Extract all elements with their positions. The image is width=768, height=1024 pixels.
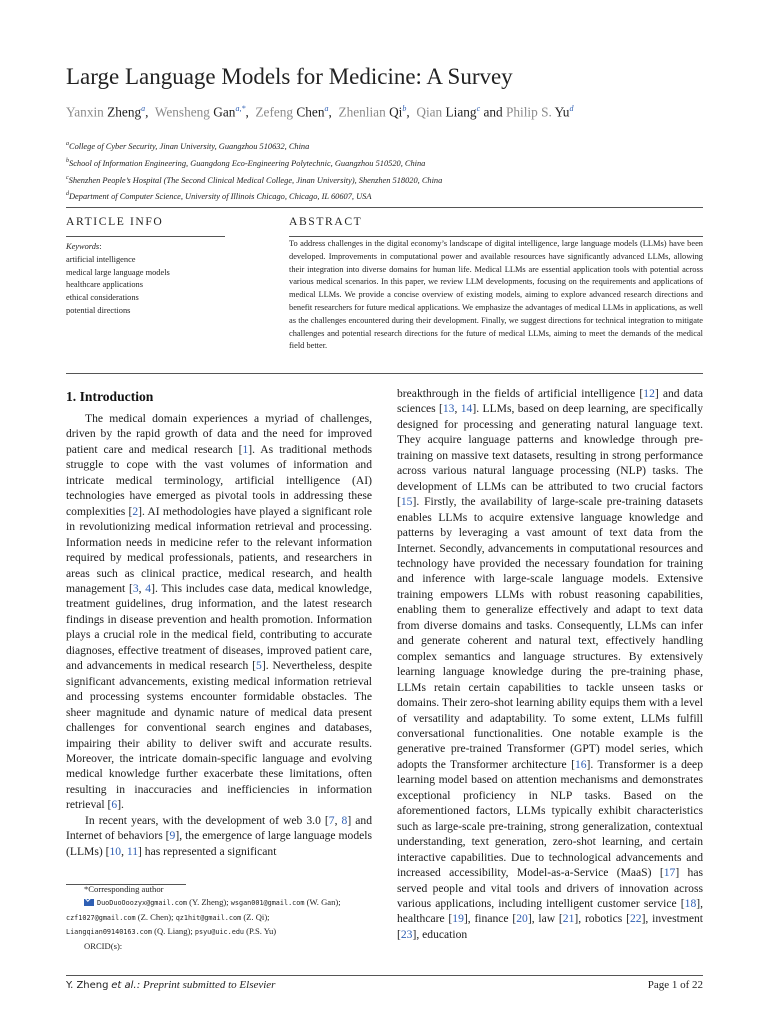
author-and: and xyxy=(483,104,503,120)
email-owner: (Q. Liang); xyxy=(151,926,195,937)
citation-link[interactable]: 20 xyxy=(516,912,528,926)
citation-link[interactable]: 17 xyxy=(663,866,676,880)
author-first-name: Zhenlian xyxy=(338,104,386,120)
citation-link[interactable]: 4 xyxy=(145,581,152,595)
citation-link[interactable]: 15 xyxy=(400,495,413,509)
author-last-name: Liang xyxy=(445,104,477,120)
email-owner: (Z. Chen); xyxy=(135,911,176,922)
author-last-name: Yu xyxy=(554,104,570,120)
paragraph: breakthrough in the fields of artificial intelligence [12] and data sciences [13, 14]. LLMs, based on deep learning, are specifically designed for processing and generating natural language text. They acquire language patterns and knowledge through pre-training on massive text datasets, resulting in strong performance across various natural language processing (NLP) tasks. The development of LLMs can be attributed to two crucial factors [15]. Firstly, the availability of large-scale pre-training datasets enables LLMs to acquire extensive language knowledge and patterns by leveraging a vast amount of text data from the Internet. Secondly, advancements in computational resources and technology have provided the necessary foundation for training and inference with large-scale language models. Extensive training empowers LLMs with robust reasoning capabilities, enabling them to generalize effectively and adapt to text data from diverse domains and tasks. Consequently, LLMs can infer and generate coherent and natural text, effectively handling complex semantics and language structures. By extensively learning language knowledge during the pre-training phase, LLMs retain certain capabilities to tackle unseen tasks or domains. Their zero-shot learning ability equips them with a level of versatility and adaptability. To some extent, LLMs fulfill conversational functionalities. One notable example is the generative pre-trained Transformer (GPT) model series, which adopts the Transformer architecture [16]. Transformer is a deep learning model based on attention mechanisms and demonstrates exceptional proficiency in NLP tasks. Based on the aforementioned factors, LLMs typically exhibit characteristics such as large-scale pre-training, strong generalization, contextual understanding, text generation, zero-shot learning, and certain interactive capabilities. Due to technological advancements and increased accessibility, Model-as-a-Service (MaaS) [17] has served people and vital tools and drivers of innovation across various applications, including intelligent customer service [18], healthcare [19], finance [20], law [21], robotics [22], investment [23], education xyxy=(397,387,704,941)
citation-link[interactable]: 5 xyxy=(256,659,262,673)
affil-text: Shenzhen People’s Hospital (The Second Clinical Medical College, Jinan University), Shenzhen 518020, China xyxy=(68,175,443,185)
keywords-block: Keywords: artificial intelligence medical large language models healthcare applications ethical considerations potential directions xyxy=(66,241,170,318)
section-title: 1. Introduction xyxy=(66,389,154,404)
abstract-bottom-divider xyxy=(66,373,703,374)
email-owner: (Z. Qi); xyxy=(241,911,270,922)
abstract-rule xyxy=(289,236,703,237)
citation-link[interactable]: 19 xyxy=(452,912,464,926)
affil-sup: a xyxy=(66,141,69,147)
email-owner: (Y. Zheng); xyxy=(187,897,231,908)
citation-link[interactable]: 7 xyxy=(328,813,335,827)
affiliation xyxy=(66,137,442,154)
author-list xyxy=(66,104,573,120)
citation-link[interactable]: 8 xyxy=(341,813,348,827)
author-separator: , xyxy=(245,104,249,120)
author-first-name: Qian xyxy=(416,104,443,120)
citation-link[interactable]: 11 xyxy=(126,844,139,858)
footnote-email-line xyxy=(66,896,372,910)
author-first-name: Zefeng xyxy=(255,104,294,120)
author-affil-sup: a,* xyxy=(235,104,246,113)
citation-link[interactable]: 6 xyxy=(111,798,118,812)
affiliation xyxy=(66,187,442,204)
abstract-text: To address challenges in the digital economy’s landscape of digital intelligence, large language models (LLMs) have been developed. Improvements in computational power and available resources have significantly advanced LLMs, allowing their integration into diverse domains for human life. Medical LLMs are essential application tools with potential across various medical scenarios. In this paper, we review LLM developments, focusing on the requirements and applications of medical LLMs. We provide a concise overview of existing models, aiming to explore advanced research directions and benefit researchers for future medical applications. We emphasize the advantages of medical LLMs in applications, as well as the challenges encountered during their development. Finally, we suggest directions for technical integration to mitigate challenges and potential research directions for the future of medical LLMs, aiming to meet the demands of the medical field better. xyxy=(289,239,703,351)
citation-link[interactable]: 13 xyxy=(442,402,455,416)
page-number: Page 1 of 22 xyxy=(647,979,703,991)
abstract-heading: ABSTRACT xyxy=(289,215,363,228)
body-column-right xyxy=(397,386,703,942)
footer-etal: et al. xyxy=(111,980,137,991)
author-first-name: Wensheng xyxy=(154,104,210,120)
author-last-name: Qi xyxy=(389,104,403,120)
keyword: healthcare applications xyxy=(66,280,143,290)
affil-sup: c xyxy=(66,174,69,181)
corresponding-author-note: *Corresponding author xyxy=(84,884,164,894)
orcid-label: ORCID(s): xyxy=(84,940,123,951)
author-affil-sup: c xyxy=(476,104,481,113)
keyword: potential directions xyxy=(66,305,131,315)
affiliation-list xyxy=(66,137,442,204)
paragraph: The medical domain experiences a myriad of challenges, driven by the rapid growth of data and the need for improved patient care and medical research [1]. As traditional methods struggle to cope with the vast volumes of information and intricate medical terminology, artificial intelligence (AI) technologies have emerged as pivotal tools in addressing these complexities [2]. AI methodologies have played a significant role in revolutionizing medical information retrieval and processing. Information needs in medicine refer to the relevant information required by medical professionals, patients, and researchers in areas such as clinical practice, medical research, and health management [3, 4]. This includes case data, medical knowledge, treatment guidelines, drug information, and the latest research findings in disease prevention and health promotion. Information plays a crucial role in the medical field, contributing to accurate diagnoses, effective treatment of diseases, improved patient care, and advancements in medical research [5]. Nevertheless, despite significant advancements, existing medical information retrieval and processing systems encounter formidable obstacles. The sheer magnitude and dynamic nature of medical data present challenges for conventional search engines and databases, impairing their ability to deliver swift and accurate results. Moreover, the intricate domain-specific language and evolving medical knowledge further exacerbate these limitations, often resulting in inaccuracies and inefficiencies in information retrieval [6]. xyxy=(66,412,373,812)
citation-link[interactable]: 14 xyxy=(460,402,473,416)
citation-link[interactable]: 16 xyxy=(574,757,587,771)
author-affil-sup: b xyxy=(402,104,407,113)
email-envelope-icon xyxy=(84,899,94,906)
author-separator: , xyxy=(406,104,410,120)
affil-sup: d xyxy=(66,191,69,198)
author-first-name: Philip S. xyxy=(505,104,552,120)
citation-link[interactable]: 1 xyxy=(242,442,249,456)
paragraph: In recent years, with the development of web 3.0 [7, 8] and Internet of behaviors [9], the emergence of large language models (LLMs) [10, 11] has represented a significant xyxy=(66,813,373,858)
email-owner: (W. Gan); xyxy=(304,897,341,908)
author-last-name: Chen xyxy=(296,104,325,120)
author-last-name: Zheng xyxy=(107,104,142,120)
citation-link[interactable]: 2 xyxy=(132,504,139,518)
email-owner: (P.S. Yu) xyxy=(244,926,277,937)
article-info-heading: ARTICLE INFO xyxy=(66,215,164,228)
header-divider xyxy=(66,207,703,208)
author-last-name: Gan xyxy=(213,104,236,120)
email-address[interactable]: czf1027@gmail.com xyxy=(66,913,136,922)
footer-divider xyxy=(66,975,703,976)
author-affil-sup: d xyxy=(569,104,574,113)
affiliation xyxy=(66,171,442,188)
author-affil-sup: a xyxy=(141,104,146,113)
author-separator: , xyxy=(145,104,149,120)
citation-link[interactable]: 18 xyxy=(684,896,697,910)
keyword: artificial intelligence xyxy=(66,254,136,264)
author-separator: , xyxy=(328,104,332,120)
email-address[interactable]: DuoDuoOoozyx@gmail.com xyxy=(97,899,188,908)
author-first-name: Yanxin xyxy=(66,104,104,120)
keyword: medical large language models xyxy=(66,267,170,277)
email-address[interactable]: qz1hit@gmail.com xyxy=(175,913,242,922)
footer-citation xyxy=(66,979,275,991)
footnote-email-line xyxy=(66,925,372,939)
affil-text: College of Cyber Security, Jinan University, Guangzhou 510632, China xyxy=(69,141,310,151)
citation-link[interactable]: 12 xyxy=(643,387,655,400)
paper-title: Large Language Models for Medicine: A Survey xyxy=(66,64,513,89)
article-info-rule xyxy=(66,236,225,237)
citation-link[interactable]: 9 xyxy=(169,829,176,843)
author-affil-sup: a xyxy=(324,104,329,113)
keywords-label: Keywords xyxy=(66,242,100,251)
footer-preprint: : Preprint submitted to Elsevier xyxy=(136,979,276,991)
footnote-email-line xyxy=(66,911,372,925)
affil-text: School of Information Engineering, Guangdong Eco-Engineering Polytechnic, Guangzhou 510520, China xyxy=(69,158,426,168)
email-address[interactable]: psyu@uic.edu xyxy=(194,928,245,937)
citation-link[interactable]: 3 xyxy=(132,581,139,595)
body-column-left xyxy=(66,411,372,859)
affil-text: Department of Computer Science, University of Illinois Chicago, Chicago, IL 60607, USA xyxy=(69,192,372,202)
affil-sup: b xyxy=(66,157,69,164)
citation-link[interactable]: 21 xyxy=(562,912,575,926)
citation-link[interactable]: 10 xyxy=(109,844,122,858)
email-address[interactable]: wsgan001@gmail.com xyxy=(230,899,305,908)
footnote xyxy=(66,883,372,953)
citation-link[interactable]: 23 xyxy=(400,927,413,941)
keyword: ethical considerations xyxy=(66,293,139,303)
affiliation xyxy=(66,154,442,171)
email-address[interactable]: Liangqian09140163.com xyxy=(66,928,152,937)
footer-authors: Y. Zheng xyxy=(66,980,109,991)
citation-link[interactable]: 22 xyxy=(629,912,642,926)
